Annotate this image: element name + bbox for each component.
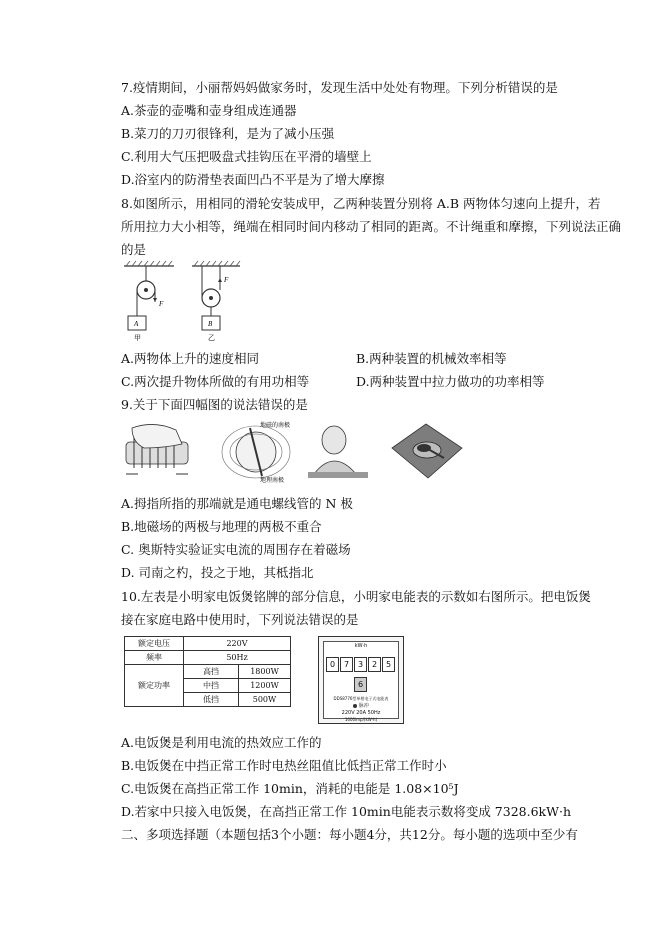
level-high-label: 高挡 [184,665,239,679]
frequency-value: 50Hz [184,651,291,665]
meter-imp: 1600imp/(kW·h) [344,717,378,722]
level-low-value: 500W [239,693,291,707]
q10-option-d: D.若家中只接入电饭煲，在高挡正常工作 10min电能表示数将变成 7328.6kW·h [121,804,571,819]
svg-text:F: F [159,300,164,308]
meter-model: DDS8776型单相电子式电能表 [333,696,389,701]
right-movable-pulley [202,266,229,316]
level-high-value: 1800W [239,665,291,679]
block-b-label: B [208,320,213,328]
q7-option-a: A.茶壶的壶嘴和壶身组成连通器 [121,103,297,118]
q9-option-a: A.拇指所指的那端就是通电螺线管的 N 极 [121,496,353,511]
svg-text:F: F [224,276,229,284]
q9-figures [124,418,464,484]
caption-jia: 甲 [134,334,141,342]
left-ceiling [124,261,174,266]
q10-option-b: B.电饭煲在中挡正常工作时电热丝阻值比低挡正常工作时小 [121,758,447,773]
q10-stem-line2: 接在家庭电路中使用时，下列说法错误的是 [121,612,359,627]
rated-voltage-label: 额定电压 [125,637,184,651]
q9-option-c: C. 奥斯特实验证实电流的周围存在着磁场 [121,542,351,557]
level-mid-label: 中挡 [184,679,239,693]
meter-digit: 7 [340,657,353,672]
meter-digit: 3 [354,657,367,672]
pulley-figure [122,260,262,342]
section-2-heading: 二、多项选择题（本题包括3个小题：每小题4分，共12分。每小题的选项中至少有 [121,827,578,842]
rated-voltage-value: 220V [184,637,291,651]
meter-digit: 2 [368,657,381,672]
meter-digit-decimal: 6 [354,677,367,692]
q7-option-d: D.浴室内的防滑垫表面凹凸不平是为了增大摩擦 [121,172,385,187]
meter-pulse: 脉冲 [358,703,369,709]
q9-option-d: D. 司南之杓，投之于地，其柢指北 [121,565,314,580]
solenoid-hand-image [126,424,188,474]
geographic-south-label: 地理南极 [260,477,285,484]
level-low-label: 低挡 [184,693,239,707]
earth-magnetic-field-image [222,421,290,484]
block-a-label: A [134,320,139,328]
q10-stem-line1: 10.左表是小明家电饭煲铭牌的部分信息，小明家电能表的示数如右图所示。把电饭煲 [121,589,591,604]
pulse-indicator-icon [353,704,357,708]
q8-stem-line2: 所用拉力大小相等，绳端在相同时间内移动了相同的距离。不计绳重和摩擦，下列说法正确 [121,219,622,234]
caption-yi: 乙 [208,334,215,342]
q7-option-b: B.菜刀的刀刃很锋利，是为了减小压强 [121,126,335,141]
q8-stem-line3: 的是 [121,242,147,257]
oersted-experiment-image [308,426,368,478]
right-ceiling [192,261,240,266]
q8-option-d: D.两种装置中拉力做功的功率相等 [356,374,545,389]
q10-option-c: C.电饭煲在高挡正常工作 10min，消耗的电能是 1.08×10⁵J [121,781,459,796]
meter-unit: kW·h [354,643,368,649]
rated-power-label: 额定功率 [125,665,184,707]
geo-magnetic-south-label: 地磁的南极 [260,422,291,429]
q7-option-c: C.利用大气压把吸盘式挂钩压在平滑的墙壁上 [121,149,372,164]
meter-digit: 5 [382,657,395,672]
q10-option-a: A.电饭煲是利用电流的热效应工作的 [121,735,322,750]
electric-meter [318,636,404,724]
meter-rating: 220V 20A 50Hz [341,710,381,716]
level-mid-value: 1200W [239,679,291,693]
q8-option-b: B.两种装置的机械效率相等 [356,351,507,366]
frequency-label: 频率 [125,651,184,665]
q7-stem: 7.疫情期间，小丽帮妈妈做家务时，发现生活中处处有物理。下列分析错误的是 [121,80,558,95]
meter-display [324,652,398,692]
rice-cooker-nameplate [124,636,291,707]
q8-option-a: A.两物体上升的速度相同 [121,351,260,366]
q8-stem-line1: 8.如图所示，用相同的滑轮安装成甲，乙两种装置分别将 A.B 两物体匀速向上提升，若 [121,196,601,211]
meter-pulse-row [324,702,398,710]
q8-option-c: C.两次提升物体所做的有用功相等 [121,374,310,389]
sinan-compass-image [392,424,462,478]
q9-stem: 9.关于下面四幅图的说法错误的是 [121,397,308,412]
left-fixed-pulley [137,266,164,316]
q9-option-b: B.地磁场的两极与地理的两极不重合 [121,519,322,534]
meter-digit: 0 [326,657,339,672]
